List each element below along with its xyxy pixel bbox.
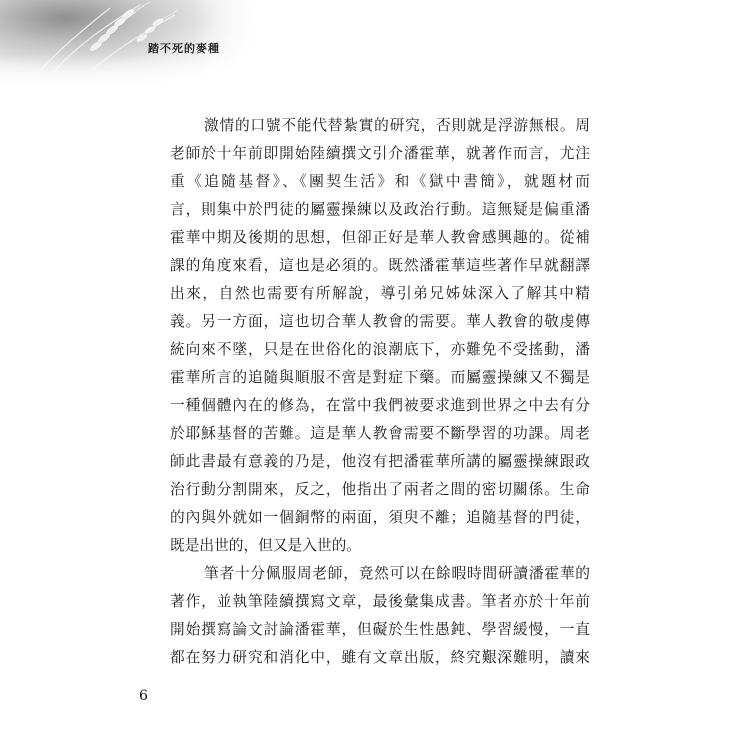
text-line: 的內與外就如一個銅幣的兩面，須臾不離；追隨基督的門徒， bbox=[170, 509, 590, 526]
wheat-corner-illustration bbox=[0, 0, 260, 90]
text-line: 激情的口號不能代替紮實的研究，否則就是浮游無根。周 bbox=[204, 117, 590, 134]
body-text bbox=[170, 112, 590, 672]
text-line: 治行動分割開來，反之，他指出了兩者之間的密切關係。生命 bbox=[170, 481, 590, 498]
text-line: 一種個體內在的修為，在當中我們被要求進到世界之中去有分 bbox=[170, 397, 590, 414]
page-number: 6 bbox=[139, 688, 148, 704]
text-line: 出來，自然也需要有所解說，導引弟兄姊妹深入了解其中精 bbox=[170, 285, 590, 302]
text-line: 開始撰寫論文討論潘霍華，但礙於生性愚鈍、學習緩慢，一直 bbox=[170, 621, 590, 638]
text-line: 義。另一方面，這也切合華人教會的需要。華人教會的敬虔傳 bbox=[170, 313, 590, 330]
text-line: 課的角度來看，這也是必須的。既然潘霍華這些著作早就翻譯 bbox=[170, 257, 590, 274]
text-line: 都在努力研究和消化中，雖有文章出版，終究艱深難明，讀來 bbox=[170, 649, 590, 666]
text-line: 霍華所言的追隨與順服不啻是對症下藥。而屬靈操練又不獨是 bbox=[170, 369, 590, 386]
text-line: 師此書最有意義的乃是，他沒有把潘霍華所講的屬靈操練跟政 bbox=[170, 453, 590, 470]
text-line: 統向來不墜，只是在世俗化的浪潮底下，亦難免不受搖動，潘 bbox=[170, 341, 590, 358]
text-line: 霍華中期及後期的思想，但卻正好是華人教會感興趣的。從補 bbox=[170, 229, 590, 246]
text-line: 著作，並執筆陸續撰寫文章，最後彙集成書。筆者亦於十年前 bbox=[170, 593, 590, 610]
text-line: 言，則集中於門徒的屬靈操練以及政治行動。這無疑是偏重潘 bbox=[170, 201, 590, 218]
text-line: 於耶穌基督的苦難。這是華人教會需要不斷學習的功課。周老 bbox=[170, 425, 590, 442]
text-line: 老師於十年前即開始陸續撰文引介潘霍華，就著作而言，尤注 bbox=[170, 145, 590, 162]
text-line: 既是出世的，但又是入世的。 bbox=[170, 537, 361, 554]
text-line: 重《追隨基督》、《團契生活》和《獄中書簡》，就題材而 bbox=[170, 173, 590, 190]
running-header-title: 踏不死的麥種 bbox=[148, 42, 220, 55]
wheat-stalk-image bbox=[0, 0, 260, 90]
text-line: 筆者十分佩服周老師，竟然可以在餘暇時間研讀潘霍華的 bbox=[204, 565, 590, 582]
